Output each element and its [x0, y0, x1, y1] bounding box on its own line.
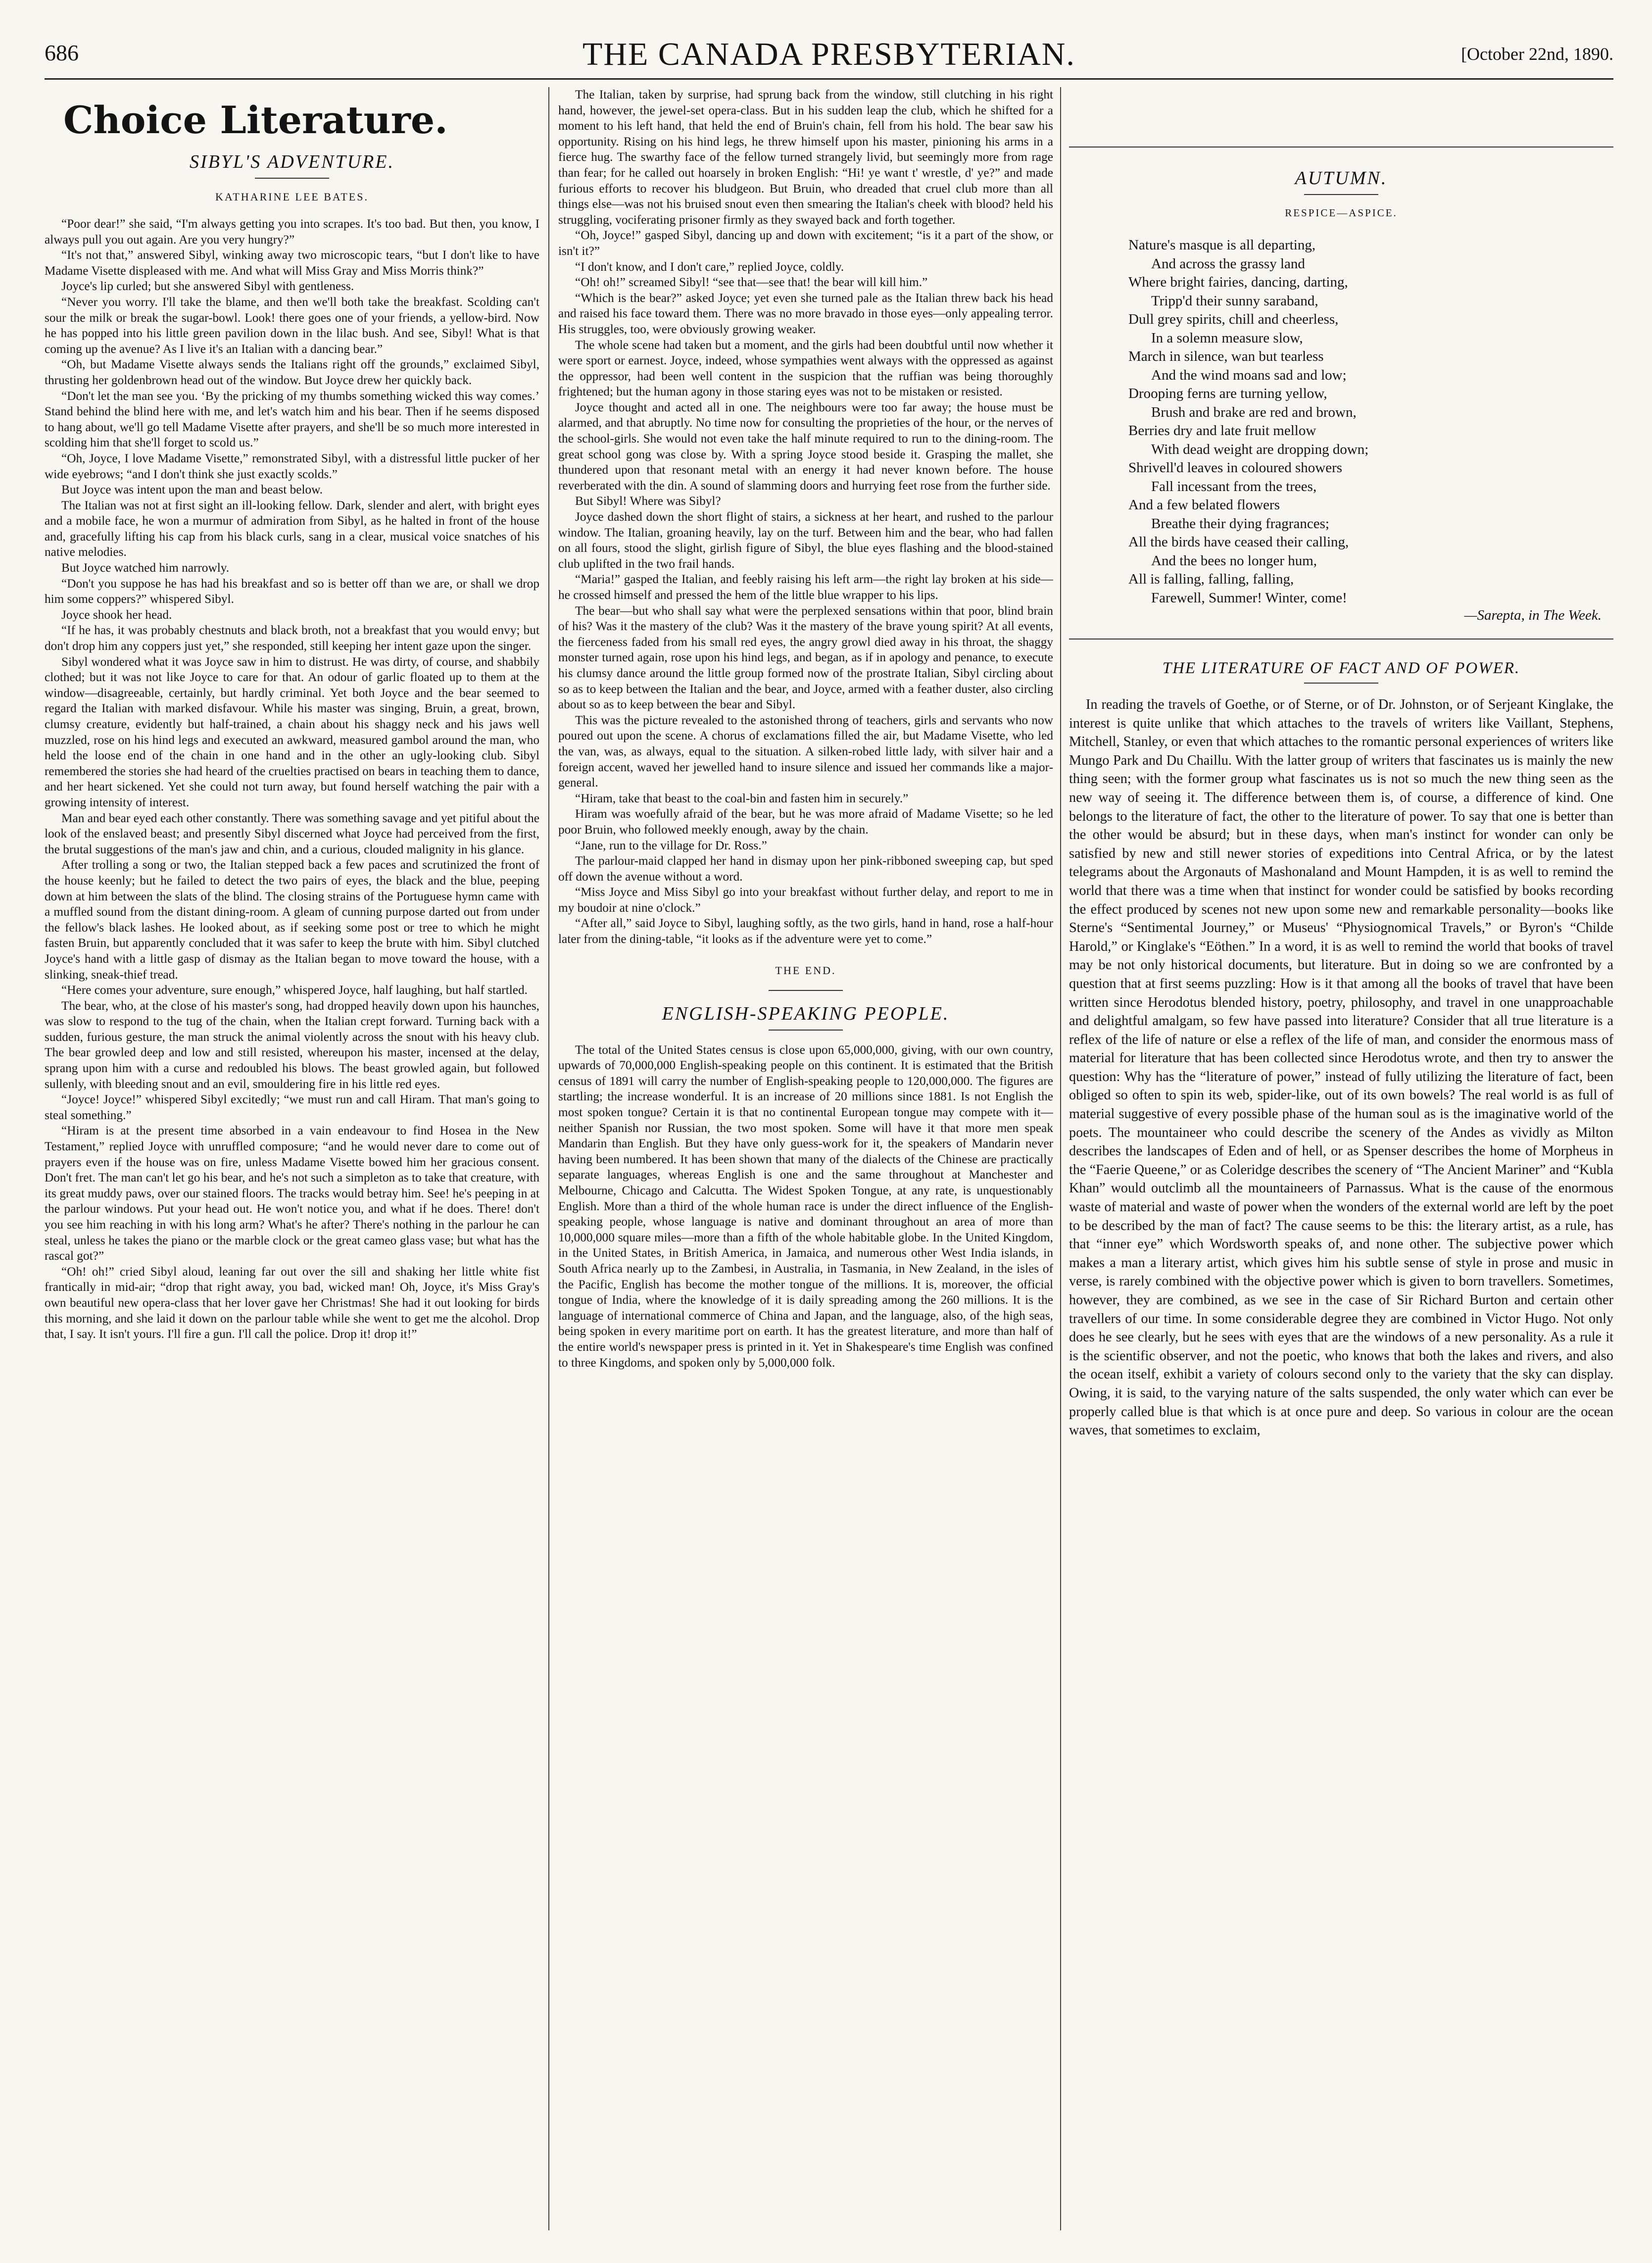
poem-line: March in silence, wan but tearless [1128, 348, 1324, 364]
poem-line: And across the grassy land [1151, 255, 1305, 272]
paragraph: “Oh, Joyce, I love Madame Visette,” remonstrated Sibyl, with a distressful little pucker of her wide eyebrows; “and I don't think she just exactly scolds.” [45, 451, 539, 481]
paragraph: “Hiram, take that beast to the coal-bin and fasten him in securely.” [575, 791, 909, 805]
paragraph: Joyce dashed down the short flight of stairs, a sickness at her heart, and rushed to the parlour window. The Italian, groaning heavily, lay on the turf. Between him and the bear, who had fallen on all fours, stood the slight, girlish figure of Sibyl, the blue eyes flashing and the blood-stained club uplifted in the two frail hands. [558, 510, 1053, 571]
paragraph: “Hiram is at the present time absorbed in a vain endeavour to find Hosea in the New Testament,” replied Joyce with unruffled composure; “and he would never dare to come out of prayers even if the house was on fire, unless Madame Visette bowed him her gracious consent. Don't fret. The man can't let go his bear, and he's not such a simpleton as to take that creature, with its great muddy paws, over our stained floors. The tracks would betray him. See! he's peeping in at the parlour windows. Put your head out. He won't notice you, and what if he does. There! don't you see him reaching in with his long arm? What's he after? There's nothing in the parlour he can steal, unless he takes the piano or the marble clock or the great cameo glass vase; but what has the rascal got?” [45, 1124, 539, 1263]
literature-title: THE LITERATURE OF FACT AND OF POWER. [1162, 659, 1520, 677]
paragraph: “Oh, but Madame Visette always sends the Italians right off the grounds,” exclaimed Sibyl, thrusting her goldenbrown head out of the window. But Joyce drew her quickly back. [45, 357, 539, 387]
paragraph: “Miss Joyce and Miss Sibyl go into your breakfast without further delay, and report to me in my boudoir at nine o'clock.” [558, 885, 1053, 915]
paragraph: “Which is the bear?” asked Joyce; yet even she turned pale as the Italian threw back his head and raised his face toward them. There was no more bravado in those eyes—only appealing terror. His struggles, too, were obviously growing weaker. [558, 291, 1053, 336]
poem-line: Brush and brake are red and brown, [1151, 404, 1357, 420]
section-rule [769, 990, 843, 991]
poem-line: Breathe their dying fragrances; [1151, 515, 1329, 532]
paragraph: The parlour-maid clapped her hand in dismay upon her pink-ribboned sweeping cap, but sped off down the avenue without a word. [558, 854, 1053, 884]
story-byline: KATHARINE LEE BATES. [215, 191, 369, 203]
paragraph: Sibyl wondered what it was Joyce saw in him to distrust. He was dirty, of course, and shabbily clothed; but it was not like Joyce to care for that. An odour of garlic floated up to them at the window—disagreeable, certainly, but hardly criminal. Yet both Joyce and the bear seemed to regard the Italian with marked disfavour. While his master was singing, Bruin, a great, brown, clumsy creature, evidently but half-trained, a chain about his shaggy neck and his jaws well muzzled, rose on his hind legs and executed an awkward, measured gambol around the man, who held the loose end of the chain in one hand and in the other an ugly-looking club. Sibyl remembered the stories she had heard of the cruelties practised on bears in teaching them to dance, and her heart sickened. Yet she could not turn away, but found herself watching the pair with a growing intensity of interest. [45, 654, 539, 809]
paragraph: “Oh! oh!” screamed Sibyl! “see that—see that! the bear will kill him.” [575, 275, 928, 290]
paragraph: The Italian was not at first sight an ill-looking fellow. Dark, slender and alert, with bright eyes and a mobile face, he won a murmur of admiration from Sibyl, as he halted in front of the house and, gracefully lifting his cap from his black curls, sang in a clear, musical voice snatches of his native melodies. [45, 498, 539, 559]
poem-line: Berries dry and late fruit mellow [1128, 423, 1316, 439]
poem-subtitle: RESPICE—ASPICE. [1285, 207, 1398, 219]
paragraph: The Italian, taken by surprise, had sprung back from the window, still clutching in his right hand, however, the jewel-set opera-class. But in his sudden leap the club, which he shifted for a moment to his left hand, that held the end of Bruin's chain, fell from his hold. The bear saw his opportunity. Rising on his hind legs, he threw himself upon his master, pinioning his arms in a fierce hug. The swarthy face of the fellow turned strangely livid, but seemingly more from rage than fear; for he called out hoarsely in broken English: “Hi! ye want t' wrestle, d' ye?” and made furious efforts to recover his bludgeon. But Bruin, who dreaded that cruel club more than all things else—was not his bruised snout even then smearing the Italian's cheek with blood? held his struggling, vociferating prisoner firmly as they swayed back and forth together. [558, 88, 1053, 227]
paragraph: Joyce's lip curled; but she answered Sibyl with gentleness. [61, 279, 354, 294]
paragraph: “Don't let the man see you. ‘By the pricking of my thumbs something wicked this way comes.’ Stand behind the blind here with me, and let's watch him and his bear. Then if he seems disposed to hang about, we'll go tell Madame Visette after prayers, and she'll be so much more interested in scolding him that she'll forget to scold us.” [45, 389, 539, 450]
poem-line: In a solemn measure slow, [1151, 330, 1303, 346]
poem-line: Shrivell'd leaves in coloured showers [1128, 460, 1343, 476]
poem-line: All is falling, falling, falling, [1128, 571, 1294, 587]
page-header [45, 36, 1613, 79]
page-number: 686 [45, 40, 79, 65]
paragraph: The bear, who, at the close of his master's song, had dropped heavily down upon his haunches, was slow to respond to the tug of the chain, when the Italian crept forward. Turning back with a sudden, furious gesture, the man struck the animal violently across the snout with his heavy club. The bear growled deep and low and still resisted, whereupon his master, incensed at the delay, sprang upon him with a curse and redoubled his blows. The beast growled again, but followed sullenly, with bleeding snout and an evil, smouldering fire in his little red eyes. [45, 998, 539, 1091]
paragraph: “Jane, run to the village for Dr. Ross.” [575, 838, 767, 852]
paragraph: But Sibyl! Where was Sibyl? [575, 494, 721, 508]
title-rule [1304, 194, 1378, 195]
poem-line: Nature's masque is all departing, [1128, 237, 1316, 253]
paragraph: “After all,” said Joyce to Sibyl, laughing softly, as the two girls, hand in hand, rose a half-hour later from the dining-table, “it looks as if the adventure were yet to come.” [558, 916, 1053, 946]
poem-title: AUTUMN. [1295, 168, 1388, 189]
paragraph: “Don't you suppose he has had his breakfast and so is better off than we are, or shall we drop him some coppers?” whispered Sibyl. [45, 576, 539, 606]
poem [1128, 236, 1613, 607]
paragraph: Man and bear eyed each other constantly. There was something savage and yet pitiful about the look of the enslaved beast; and presently Sibyl discerned what Joyce had perceived from the first, the brutal suggestions of the man's jaw and chin, and a curious, clouded malignity in his glance. [45, 811, 539, 856]
english-text [558, 1042, 1053, 1371]
paragraph: Hiram was woefully afraid of the bear, but he was more afraid of Madame Visette; so he led poor Bruin, who followed meekly enough, away by the chain. [558, 807, 1053, 836]
paragraph: In reading the travels of Goethe, or of Sterne, or of Dr. Johnston, or of Serjeant Kinglake, the interest is quite unlike that which attaches to the travels of writers like Vaillant, Stephens, Mitchell, Stanley, or even that which attaches to the romantic personal experiences of writers like Mungo Park and Du Chaillu. With the latter group of writers that fascinates us is mainly the new thing seen; with the former group what fascinates us is not so much the new thing seen as the new way of seeing it. The difference between them is, of course, a difference of kind. One belongs to the literature of fact, the other to the literature of power. To say that one is better than the other would be absurd; but in these days, when man's instinct for wonder can only be satisfied by new and still newer stories of expeditions into Central Africa, or by the latest telegrams about the Argonauts of Mashonaland and Mount Hampden, it is as well to remind the world that there was a time when that instinct for wonder could be satisfied by books recording the effect produced by scenes not new upon some new and remarkable personality—books like Sterne's “Sentimental Journey,” or Museus' “Physiognomical Travels,” or Byron's “Childe Harold,” or Kinglake's “Eöthen.” In a word, it is as well to remind the world that books of travel may be not only historical documents, but literature. But in doing so we are confronted by a question that at first seems puzzling: How is it that among all the books of travel that have been written since Herodotus blended history, poetry, philosophy, and travel in one unapproachable and delightful amalgam, so few have passed into literature? Consider that all true literature is a reflex of the life of nature or else a reflex of the life of man, and consider the enormous mass of material for literature that has been collected since Herodotus wrote, and then try to answer the question: Why has the “literature of power,” instead of fully utilizing the literature of fact, been obliged so often to spin its web, spider-like, out of its own bowels? The real world is as full of material suggestive of every possible phase of the human soul as is the imaginative world of the poets. The mountaineer who could describe the scenery of the Andes as vividly as Milton describes the landscapes of Eden and of hell, or as Spenser describes the home of Morpheus in the “Faerie Queene,” or as Coleridge describes the scenery of “The Ancient Mariner” and “Kubla Khan” would outclimb all the mountaineers of Parnassus. What is the cause of the enormous waste of material and waste of power when the wonders of the external world are left by the poet to be described by the man of fact? The cause seems to be this: the literary artist, as a rule, has that “inner eye” which Wordsworth speaks of, and none other. The subjective power which makes a man a literary artist, which gives him his subtle sense of style in prose and music in verse, is rarely combined with the objective power which is given to born travellers. Sometimes, however, they are combined, as we see in the case of Sir Richard Burton and certain other travellers of our time. In some considerable degree they are combined in Victor Hugo. Not only does he see clearly, but he sees with eyes that are the windows of a new personality. As a rule it is the scientific observer, and not the poetic, who knows that both the lakes and rivers, and also the ocean itself, exhibit a variety of colours second only to the variety that the sky can display. Owing, it is said, to the varying nature of the salts suspended, the only water which can ever be properly called blue is that which is at once pure and deep. So various in colour are the ocean waves, that sometimes to exclaim, [1069, 697, 1613, 1438]
column-rule [548, 87, 549, 2230]
paragraph: But Joyce watched him narrowly. [61, 561, 230, 575]
paragraph: Joyce thought and acted all in one. The neighbours were too far away; the house must be alarmed, and that abruptly. No time now for consulting the proprieties of the hour, or the nerves of the school-girls. She would not even take the half minute required to run to the dining-room. The great school gong was close by. With a spring Joyce stood beside it. Grasping the mallet, she thundered upon that resonant metal with an energy it had never known before. The house reverberated with the din. A sound of slamming doors and hurrying feet rose from the further side. [558, 400, 1053, 492]
literature-text [1069, 695, 1613, 1440]
title-rule [1304, 683, 1378, 684]
poem-line: Drooping ferns are turning yellow, [1128, 386, 1327, 401]
story-text-part-1 [45, 216, 539, 1342]
paragraph: “Oh! oh!” cried Sibyl aloud, leaning far out over the sill and shaking her little white fist frantically in mid-air; “drop that right away, you bad, wicked man! Oh, Joyce, it's Miss Gray's own beautiful new opera-class that her lover gave her Christmas! She had it out looking for birds this morning, and she laid it down on the parlour table while she went to get me the alcohol. Drop that, I say. It isn't yours. I'll fire a gun. I'll call the police. Drop it! drop it!” [45, 1264, 539, 1341]
poem-line: And the wind moans sad and low; [1151, 367, 1347, 383]
section-rule [1069, 147, 1613, 148]
department-heading: Choice Literature. [63, 98, 448, 142]
paragraph: “Never you worry. I'll take the blame, and then we'll both take the breakfast. Scolding can't sour the milk or break the sugar-bowl. Look! there goes one of your friends, a yellow-bird. Now he has popped into his little green pavilion down in the lilac bush. And see, Sibyl! What is that coming up the avenue? As I live it's an Italian with a dancing bear.” [45, 295, 539, 356]
poem-line: And a few belated flowers [1128, 497, 1280, 513]
paragraph: The bear—but who shall say what were the perplexed sensations within that poor, blind brain of his? Was it the mastery of the club? Was it the mastery of the brave young spirit? At all events, the fierceness faded from his small red eyes, the angry growl died away in his throat, the shaggy monster turned again, rose upon his hind legs, and began, as if in apology and penance, to execute his clumsy dance around the little group formed now of the prostrate Italian, Sibyl circling about so as to keep between the Italian and the bear, and Joyce, armed with a feather duster, also circling about so as to keep between the bear and Sibyl. [558, 603, 1053, 712]
paragraph: After trolling a song or two, the Italian stepped back a few paces and scrutinized the front of the house keenly; but he failed to detect the two pairs of eyes, the black and the blue, peeping down at him between the slats of the blind. The closing strains of the Portuguese hymn came with a muffled sound from the distant dining-room. A gleam of cunning purpose darted out from under the fellow's black lashes. He looked about, as if seeking some post or tree to which he might fasten Bruin, but apparently concluded that it was safer to keep the brute with him. Sibyl clutched Joyce's hand with a little gasp of dismay as the Italian began to move toward the house, with a slinking, sneak-thief tread. [45, 858, 539, 982]
poem-line: And the bees no longer hum, [1151, 552, 1317, 569]
english-title: ENGLISH-SPEAKING PEOPLE. [662, 1003, 950, 1024]
story-title: SIBYL'S ADVENTURE. [190, 151, 394, 172]
poem-line: All the birds have ceased their calling, [1128, 534, 1349, 550]
column-rule [1060, 87, 1061, 2230]
section-rule [1069, 639, 1613, 640]
poem-attribution: —Sarepta, in The Week. [1464, 607, 1602, 623]
title-rule [769, 1030, 843, 1031]
paper-title: THE CANADA PRESBYTERIAN. [583, 36, 1075, 72]
paragraph: Joyce shook her head. [61, 607, 172, 622]
poem-line: Farewell, Summer! Winter, come! [1151, 590, 1347, 606]
story-text-part-2 [558, 87, 1053, 947]
poem-line: With dead weight are dropping down; [1151, 441, 1369, 457]
header-rule [45, 78, 1613, 80]
paragraph: This was the picture revealed to the astonished throng of teachers, girls and servants who now poured out upon the scene. A chorus of exclamations filled the air, but Madame Visette, who led the van, was, as always, equal to the situation. A silken-robed little lady, with silver hair and a foreign accent, waved her jewelled hand to insure silence and issued her commands like a major-general. [558, 713, 1053, 790]
story-end: THE END. [775, 964, 836, 977]
paragraph: “It's not that,” answered Sibyl, winking away two microscopic tears, “but I don't like to have Madame Visette displeased with me. And what will Miss Gray and Miss Morris think?” [45, 248, 539, 278]
paragraph: The whole scene had taken but a moment, and the girls had been doubtful until now whether it were sport or earnest. Joyce, indeed, whose sympathies went always with the oppressed as against the oppressor, had been well content in the suspicion that the ruffian was being thoroughly frightened; but the human agony in those staring eyes was not to be mistaken or resisted. [558, 338, 1053, 399]
column-1 [45, 87, 539, 2230]
paragraph: But Joyce was intent upon the man and beast below. [61, 483, 323, 497]
poem-line: Tripp'd their sunny saraband, [1151, 293, 1318, 309]
paragraph: “Joyce! Joyce!” whispered Sibyl excitedly; “we must run and call Hiram. That man's going to steal something.” [45, 1092, 539, 1122]
poem-line: Dull grey spirits, chill and cheerless, [1128, 311, 1339, 327]
title-rule [255, 178, 329, 179]
paragraph: “If he has, it was probably chestnuts and black broth, not a breakfast that you would envy; but don't drop him any coppers just yet,” she responded, still keeping her intent gaze upon the singer. [45, 623, 539, 653]
paragraph: “Here comes your adventure, sure enough,” whispered Joyce, half laughing, but half startled. [61, 983, 528, 997]
paragraph: “I don't know, and I don't care,” replied Joyce, coldly. [575, 259, 844, 274]
paragraph: “Poor dear!” she said, “I'm always getting you into scrapes. It's too bad. But then, you know, I always pull you out again. Are you very hungry?” [45, 217, 539, 246]
paragraph: “Oh, Joyce!” gasped Sibyl, dancing up and down with excitement; “is it a part of the show, or isn't it?” [558, 228, 1053, 258]
poem-line: Fall incessant from the trees, [1151, 478, 1317, 494]
paragraph: “Maria!” gasped the Italian, and feebly raising his left arm—the right lay broken at his side—he crossed himself and pressed the hem of the little blue wrapper to his lips. [558, 572, 1053, 602]
poem-line: Where bright fairies, dancing, darting, [1128, 274, 1348, 290]
issue-date: [October 22nd, 1890. [1461, 44, 1613, 64]
paragraph: The total of the United States census is close upon 65,000,000, giving, with our own country, upwards of 70,000,000 English-speaking people on this continent. It is estimated that the British census of 1891 will carry the number of English-speaking people to 120,000,000. The figures are startling; the increase wonderful. It is an increase of 20 millions since 1881. Is not English the most spoken tongue? Certain it is that no continental European tongue may compete with it—neither Spanish nor Russian, the two most spoken. Some will have it that more men speak Mandarin than English. But they have only guess-work for it, the speakers of Mandarin never having been numbered. It has been shown that many of the dialects of the Chinese are practically separate languages, whereas English is one and the same throughout at Manchester and Melbourne, Chicago and Calcutta. The Widest Spoken Tongue, at any rate, is unquestionably English. More than a third of the whole human race is under the direct influence of the English-speaking people, whose language is native and dominant throughout an area of more than 10,000,000 square miles—more than a fifth of the whole habitable globe. In the United Kingdom, in the United States, in British America, in Jamaica, and numerous other West India islands, in South Africa nearly up to the Zambesi, in Australia, in Tasmania, in New Zealand, in the isles of the Pacific, English has become the mother tongue of the millions. It is, moreover, the official tongue of India, where the knowledge of it is daily spreading among the 260 millions. It is the language of international commerce of China and Japan, and the language, also, of the high seas, being spoken in every maritime port on earth. It has the greatest literature, and more than half of the entire world's newspaper press is printed in it. Yet in Shakespeare's time English was confined to three Kingdoms, and spoken only by 5,000,000 folk. [558, 1042, 1053, 1370]
column-2 [558, 87, 1053, 2230]
column-3 [1069, 87, 1613, 2230]
